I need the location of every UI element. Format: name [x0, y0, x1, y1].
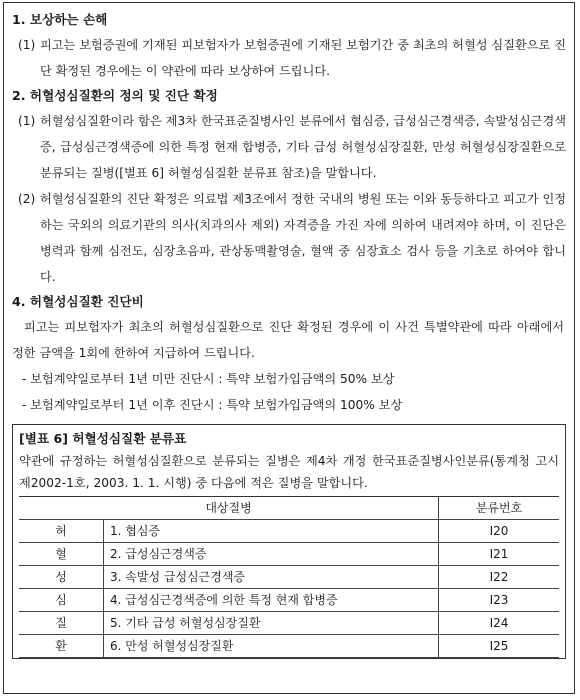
item-text: 허혈성심질환의 진단 확정은 의료법 제3조에서 정한 국내의 병원 또는 이와 동등하다고 피고가 인정하는 국외의 의료기관의 의사(치과의사 제외) 자격증을 가진 자에 의하여 내려져야 하며, 이 진단은 병력과 함께 심전도, 심장초음파, 관상동맥촬영술, 혈액 중 심장효소 검사 등을 기초로 하여야 합니다.	[40, 192, 566, 284]
table-row	[19, 520, 559, 543]
table-row	[19, 612, 559, 635]
disease-code: I22	[439, 566, 560, 589]
table-row	[19, 589, 559, 612]
annex-title: [별표 6] 허혈성심질환 분류표	[19, 431, 187, 446]
bullet-item: - 보험계약일로부터 1년 이후 진단시 : 특약 보험가입금액의 100% 보상	[22, 398, 403, 412]
section-2-item-2	[12, 186, 566, 290]
category-char: 성	[19, 566, 104, 589]
item-text: 피고는 보험증권에 기재된 피보험자가 보험증권에 기재된 보험기간 중 최초의 허혈성 심질환으로 진단 확정된 경우에는 이 약관에 따라 보상하여 드립니다.	[40, 38, 566, 78]
disease-name: 2. 급성심근경색증	[104, 543, 439, 566]
bullet-item: - 보험계약일로부터 1년 미만 진단시 : 특약 보험가입금액의 50% 보상	[22, 372, 395, 386]
item-text: 허혈성심질환이라 함은 제3차 한국표준질병사인 분류에서 협심증, 급성심근경색증, 속발성심근경색증, 급성심근경색증에 의한 특정 현재 합병증, 기타 급성 허혈성심장질환, 만성 허혈성심장질환으로 분류되는 질병([별표 6] 허혈성심질환 분류표 참조)을 말합니다.	[40, 114, 566, 180]
category-char: 혈	[19, 543, 104, 566]
section-4-paragraph: 피고는 피보험자가 최초의 허혈성심질환으로 진단 확정된 경우에 이 사건 특별약관에 따라 아래에서 정한 금액을 1회에 한하여 지급하여 드립니다.	[12, 320, 564, 360]
section-2-item-1	[12, 108, 566, 186]
disease-code: I21	[439, 543, 560, 566]
disease-code: I20	[439, 520, 560, 543]
disease-name: 6. 만성 허혈성심장질환	[104, 635, 439, 658]
category-char: 심	[19, 589, 104, 612]
disease-name: 5. 기타 급성 허혈성심장질환	[104, 612, 439, 635]
table-row	[19, 566, 559, 589]
disease-table	[19, 496, 559, 658]
disease-code: I24	[439, 612, 560, 635]
disease-name: 1. 협심증	[104, 520, 439, 543]
item-number: (1)	[18, 38, 36, 52]
category-char: 질	[19, 612, 104, 635]
table-row	[19, 635, 559, 658]
annex-box	[12, 424, 566, 659]
category-char: 허	[19, 520, 104, 543]
category-char: 환	[19, 635, 104, 658]
section-1-heading: 1. 보상하는 손해	[12, 12, 108, 27]
section-4-heading: 4. 허혈성심질환 진단비	[12, 294, 144, 309]
section-2-heading: 2. 허혈성심질환의 정의 및 진단 확정	[12, 88, 218, 103]
column-header-code: 분류번호	[439, 497, 560, 520]
section-1-item-1	[12, 32, 566, 84]
table-header-row	[19, 497, 559, 520]
disease-code: I25	[439, 635, 560, 658]
disease-name: 3. 속발성 급성심근경색증	[104, 566, 439, 589]
document-page	[3, 2, 575, 694]
item-number: (2)	[18, 192, 36, 206]
table-row	[19, 543, 559, 566]
disease-code: I23	[439, 589, 560, 612]
disease-name: 4. 급성심근경색증에 의한 특정 현재 합병증	[104, 589, 439, 612]
item-number: (1)	[18, 114, 36, 128]
column-header-disease: 대상질병	[19, 497, 439, 520]
annex-text: 약관에 규정하는 허혈성심질환으로 분류되는 질병은 제4차 개정 한국표준질병사인분류(통계청 고시 제2002-1호, 2003. 1. 1. 시행) 중 다음에 적은 질병을 말합니다.	[19, 454, 559, 490]
